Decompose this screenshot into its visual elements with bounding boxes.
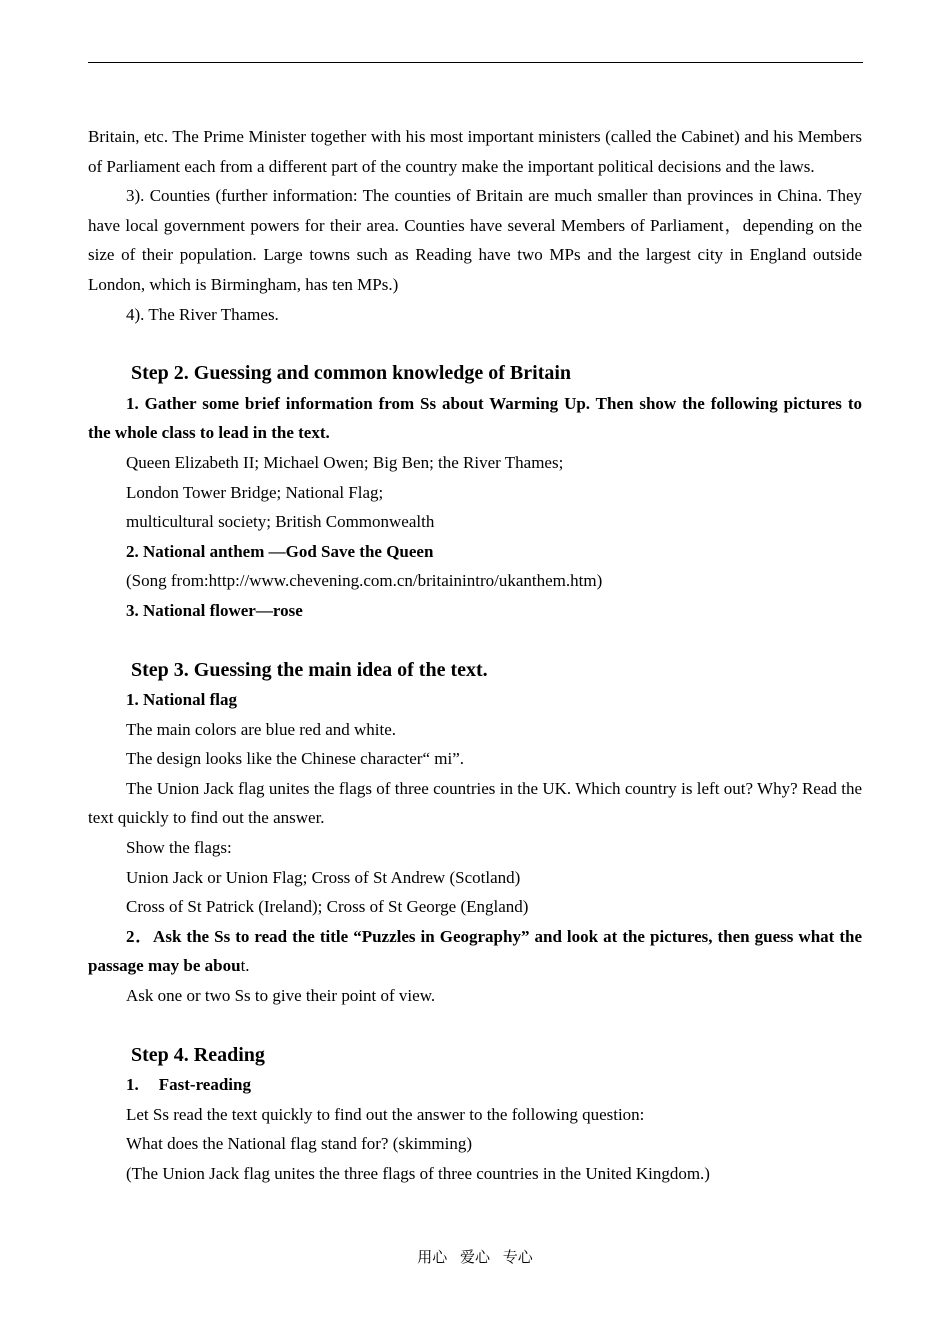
- step3-heading: Step 3. Guessing the main idea of the text.: [131, 658, 488, 681]
- step4-item1: [88, 1070, 862, 1100]
- paragraph-thames: 4). The River Thames.: [126, 304, 279, 324]
- step4-line: Let Ss read the text quickly to find out the answer to the following question:: [126, 1104, 645, 1124]
- step2-list-line: London Tower Bridge; National Flag;: [126, 482, 384, 502]
- step3-line: Show the flags:: [126, 838, 232, 858]
- page-footer: 用心 爱心 专心: [417, 1248, 533, 1266]
- step4-heading: Step 4. Reading: [131, 1043, 265, 1066]
- step2-list-line: multicultural society; British Commonwealth: [126, 512, 435, 532]
- step3-line: Cross of St Patrick (Ireland); Cross of St George (England): [126, 897, 529, 917]
- step3-item2-tail: t.: [240, 956, 250, 976]
- step2-item3: 3. National flower—rose: [126, 600, 303, 620]
- step3-item2-bold: 2．Ask the Ss to read the title “Puzzles in Geography” and look at the pictures, then guess what the passage may be abou: [88, 926, 862, 976]
- document-body: [88, 122, 862, 1189]
- step2-list-line: Queen Elizabeth II; Michael Owen; Big Ben; the River Thames;: [126, 452, 564, 472]
- step2-item2: 2. National anthem —God Save the Queen: [126, 541, 434, 561]
- step4-item1-number: 1.: [126, 1075, 139, 1095]
- paragraph-counties: 3). Counties (further information: The counties of Britain are much smaller than provinces in China. They have local government powers for their area. Counties have several Members of Parliament，depending on the size of their population. Large towns such as Reading have two MPs and the largest city in England outside London, which is Birmingham, has ten MPs.): [88, 186, 862, 294]
- paragraph-cabinet: Britain, etc. The Prime Minister together with his most important ministers (called the Cabinet) and his Members of Parliament each from a different part of the country make the important political decisions and the laws.: [88, 127, 862, 176]
- step3-item1: 1. National flag: [126, 690, 237, 710]
- step3-item2: [88, 922, 862, 981]
- header-rule: [88, 62, 863, 63]
- step3-line: The design looks like the Chinese character“ mi”.: [126, 749, 464, 769]
- step4-line: (The Union Jack flag unites the three flags of three countries in the United Kingdom.): [126, 1164, 710, 1183]
- step3-line: The main colors are blue red and white.: [126, 719, 397, 739]
- step4-line: What does the National flag stand for? (skimming): [126, 1134, 473, 1154]
- step2-heading: Step 2. Guessing and common knowledge of Britain: [131, 362, 572, 385]
- step2-item1: 1. Gather some brief information from Ss about Warming Up. Then show the following pictures to the whole class to lead in the text.: [88, 393, 862, 443]
- step3-line: Union Jack or Union Flag; Cross of St Andrew (Scotland): [126, 867, 521, 887]
- step3-line: The Union Jack flag unites the flags of three countries in the UK. Which country is left out? Why? Read the text quickly to find out the answer.: [88, 778, 862, 828]
- step3-line: Ask one or two Ss to give their point of view.: [126, 986, 436, 1006]
- step2-song-source: (Song from:http://www.chevening.com.cn/britainintro/ukanthem.htm): [126, 571, 603, 591]
- step4-item1-label: Fast-reading: [158, 1075, 251, 1095]
